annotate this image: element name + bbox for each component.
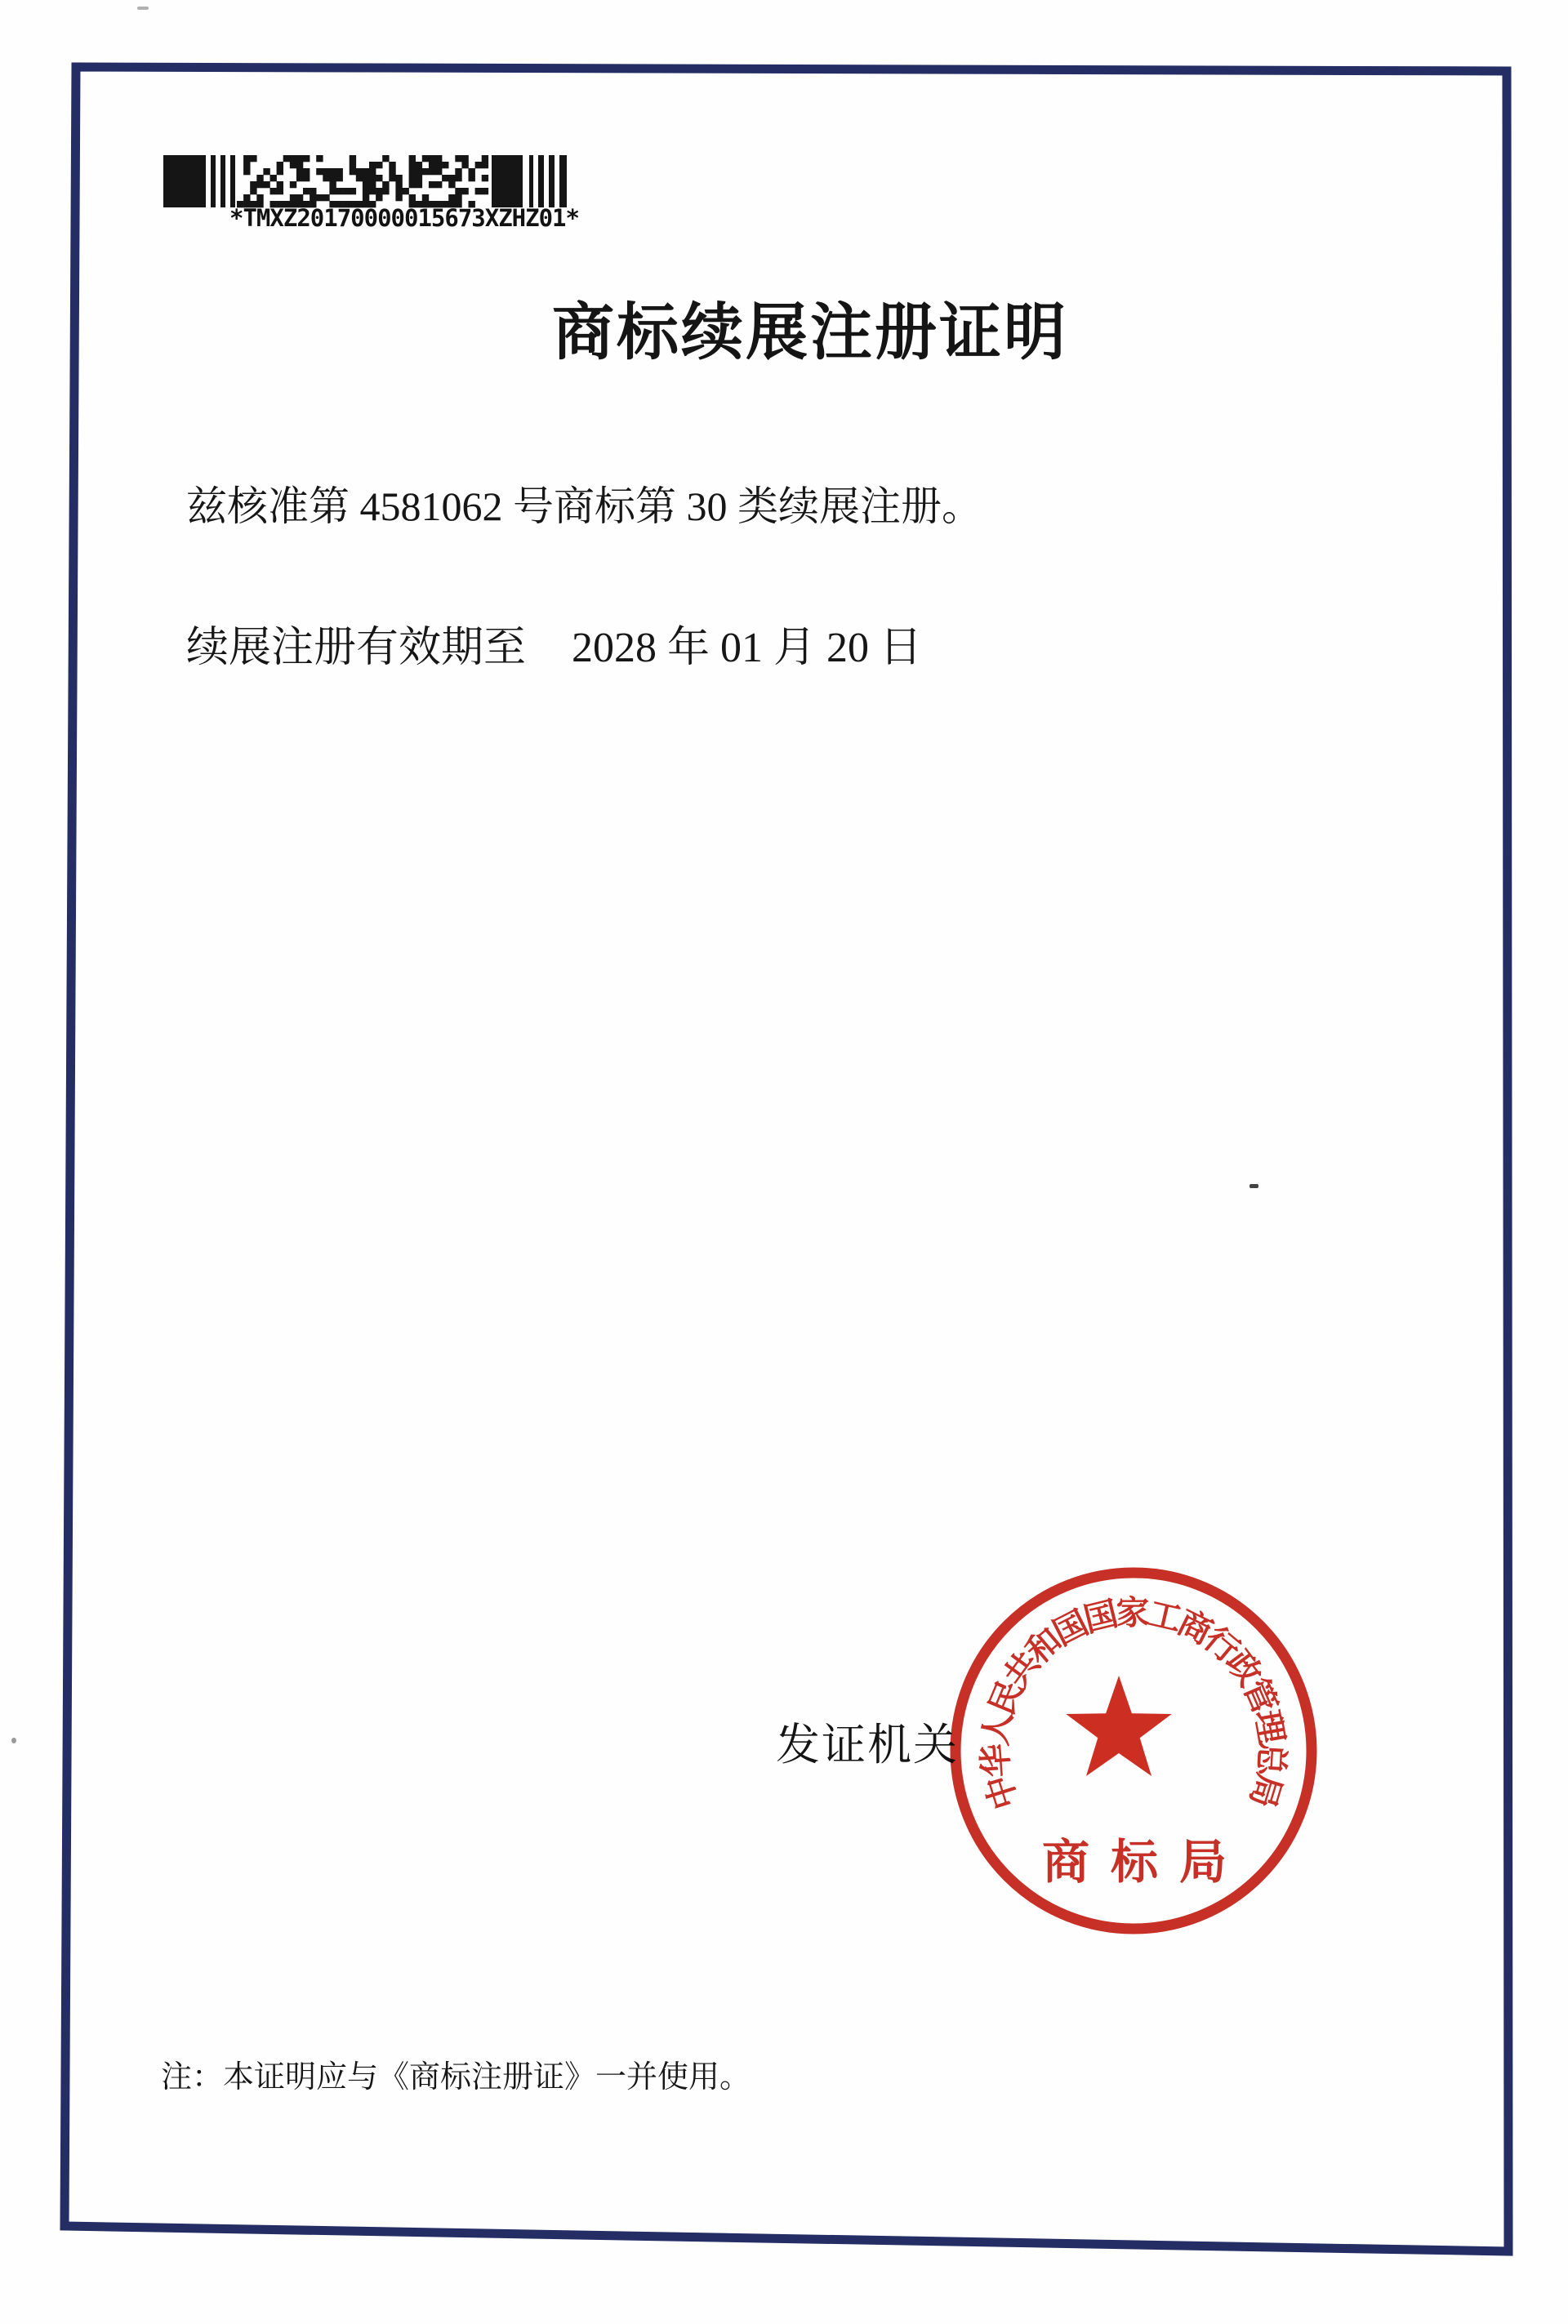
official-seal (947, 1558, 1327, 1942)
barcode-bar (220, 155, 225, 207)
scan-speck (11, 1738, 16, 1743)
barcode-bar (538, 155, 544, 207)
barcode-graphic (159, 152, 576, 211)
certificate-title: 商标续展注册证明 (552, 299, 1068, 367)
approval-line: 兹核准第 4581062 号商标第 30 类续展注册。 (186, 483, 982, 529)
seal-star-icon (1066, 1676, 1171, 1776)
barcode-bar (549, 155, 555, 207)
barcode-bar (230, 155, 235, 207)
barcode-bar (559, 155, 567, 207)
footnote: 注：本证明应与《商标注册证》一并使用。 (161, 2060, 751, 2095)
scan-speck (1250, 1184, 1258, 1188)
barcode-2d-noise (237, 155, 488, 207)
issuer-label: 发证机关 (776, 1721, 959, 1770)
barcode-bar (211, 155, 216, 207)
scan-speck (137, 7, 149, 10)
barcode-block-left (163, 155, 206, 207)
validity-date: 2028 年 01 月 20 日 (572, 625, 923, 671)
barcode-text: *TMXZ20170000015673XZHZ01* (229, 204, 579, 232)
validity-label: 续展注册有效期至 (186, 625, 527, 671)
seal-bottom-text: 商标局 (1041, 1836, 1249, 1889)
barcode-bar (529, 155, 533, 207)
barcode-block-right (492, 155, 523, 207)
seal-arc-text: 中华人民共和国国家工商行政管理总局 (976, 1593, 1291, 1814)
validity-line (186, 612, 922, 674)
